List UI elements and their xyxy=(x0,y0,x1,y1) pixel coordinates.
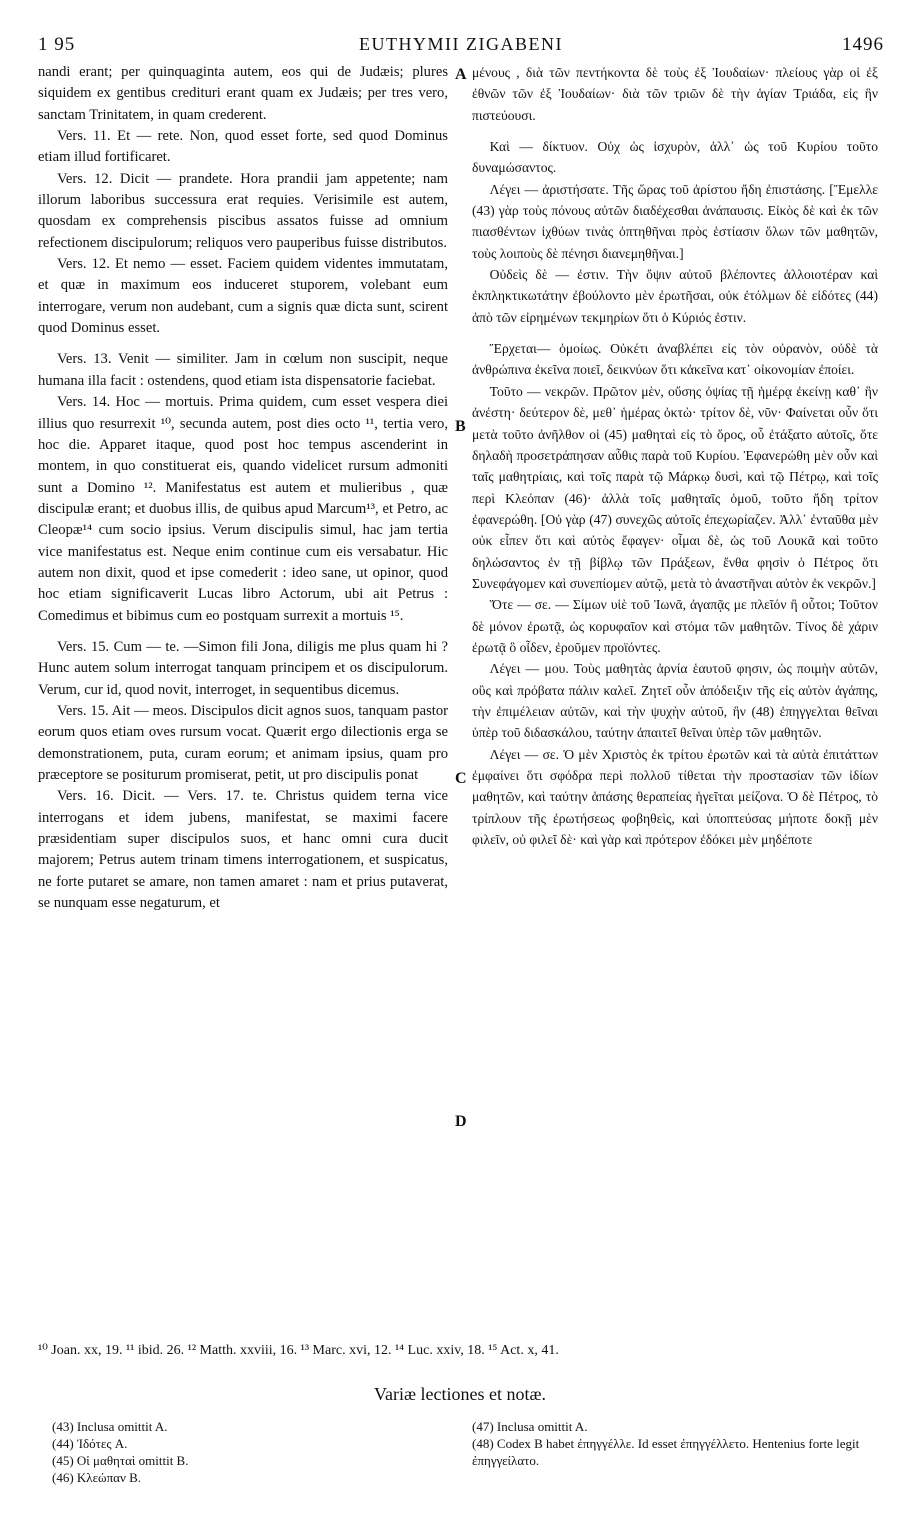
variant-note: (46) Κλεώπαν B. xyxy=(52,1470,142,1485)
greek-paragraph: Τοῦτο — νεκρῶν. Πρῶτον μὲν, οὔσης ὀψίας τῇ ἡμέρᾳ ἐκείνῃ καθ᾿ ἣν ἀνέστη· δεύτερον δὲ, μεθ᾿ ἡμέρας ὀκτὼ· τρίτον δὲ, νῦν· Φαίνεται οὖν ὅτι μετὰ τοῦτο ἀνῆλθον οἱ (45) μαθηταὶ εἰς τὸ ὄρος, οὗ ἐτάξατο αὐτοῖς, ὅτε δηλαδὴ προσετράπησαν αὖθις παρὰ τοῦ Κυρίου. Ἐφανερώθη μὲν οὖν καὶ ταῖς μαθητρίαις, καὶ τοῖς παρὰ τῷ Μάρκῳ δυσὶ, καὶ τῷ Πέτρῳ, καὶ τοῖς περὶ Κλεόπαν (46)· ἀλλὰ τοῖς μαθηταῖς ὁμοῦ, τοῦτο ἤδη τρίτον ἐφανερώθη. [Οὐ γὰρ (47) συνεχῶς αὐτοῖς ἐπεχωρίαζεν. Ἀλλ᾿ ἐνταῦθα μὲν οὐκ εἶπεν ὅτι καὶ αὐτὸς ἔφαγεν· οἶμαι δὲ, ὡς τοῦ Λουκᾶ καὶ τοῦτο δηλώσαντος ἐν τῇ βίβλῳ τῶν Πράξεων, ἔνθα φησὶν ὁ Πέτρος ὅτι Συνεφάγομεν καὶ συνεπίομεν αὐτῷ, μετὰ τὸ ἀναστῆναι αὐτὸν ἐκ νεκρῶν.] xyxy=(472,383,878,591)
greek-paragraph: Λέγει — μου. Τοὺς μαθητὰς ἀρνία ἑαυτοῦ φησιν, ὡς ποιμὴν αὐτῶν, οὓς καὶ πρόβατα πάλιν καλεῖ. Ζητεῖ οὖν ἀπόδειξιν τῆς εἰς αὐτὸν ἀγάπης, τὴν ἐπιμέλειαν αὐτῶν, καὶ τὴν ψυχὴν αὐτοῦ, ἣν (48) ἐπηγγελται θεῖναι ὑπὲρ τοῦ διδασκάλου, ταύτην ἀπαιτεῖ θεῖναι ὑπὲρ τῶν μαθητῶν. xyxy=(472,661,878,741)
variant-note: (47) Inclusa omittit A. xyxy=(472,1419,588,1434)
running-title: EUTHYMII ZIGABENI xyxy=(359,34,563,54)
page-header xyxy=(38,34,884,58)
variae-left-column xyxy=(52,1418,452,1486)
latin-paragraph: Vers. 12. Dicit — prandete. Hora prandii jam appetente; nam illorum laboribus successura erat requies. Verisimile est autem, quosdam ex comprehensis piscibus assatos fuisse ad omnium refectionem discipulorum; reliquos vero pauperibus fuisse distributos. xyxy=(38,170,448,251)
greek-paragraph: Καὶ — δίκτυον. Οὐχ ὡς ἰσχυρὸν, ἀλλ᾿ ὡς τοῦ Κυρίου τοῦτο δυναμώσαντος. xyxy=(472,139,878,176)
footnotes: ¹⁰ Joan. xx, 19. ¹¹ ibid. 26. ¹² Matth. xxviii, 16. ¹³ Marc. xvi, 12. ¹⁴ Luc. xxiv, 18. ¹⁵ Act. x, 41. xyxy=(38,1343,559,1358)
latin-paragraph: Vers. 16. Dicit. — Vers. 17. te. Christus quidem terna vice interrogans et idem jubens, manifestat, se maximi facere præsidentiam super discipulos suos, et hanc omni cura ducit majorem; Petrus autem trinam timens interrogationem, et suspicatus, ne forte putaret se amare, non tamen amaret : nam et prius putaverat, se nunquam esse negaturum, et xyxy=(38,788,448,912)
margin-marker-b: B xyxy=(455,418,466,435)
page-number: 1 95 xyxy=(38,34,76,55)
greek-paragraph: Ὅτε — σε. — Σίμων υἱὲ τοῦ Ἰωνᾶ, ἀγαπᾷς με πλεῖόν ἢ οὗτοι; Τοῦτον δὲ μόνον ἐρωτᾷ, ὡς κορυφαῖον καὶ στόμα τῶν μαθητῶν. Τίνος δὲ χάριν ἐρωτᾷ ὃ οἶδεν, ἐροῦμεν προϊόντες. xyxy=(472,597,878,655)
greek-paragraph: Λέγει — ἀριστήσατε. Τῆς ὥρας τοῦ ἀρίστου ἤδη ἐπιστάσης. [Ἔμελλε (43) γὰρ τοὺς πόνους αὐτῶν διαδέχεσθαι ἀνάπαυσις. Εἰκὸς δὲ καὶ ἐκ τῶν πιασθέντων ἰχθύων τινὰς ὀπτηθῆναι πρὸς ἑστίασιν ὅλων τῶν μαθητῶν, τοὺς λοιποὺς δὲ πένησι διανεμηθῆναι.] xyxy=(472,181,878,261)
latin-paragraph: Vers. 15. Cum — te. —Simon fili Jona, diligis me plus quam hi ? Hunc autem solum interrogat tanquam principem et os discipulorum. Verum, cur id, quod novit, interroget, in sequentibus dicemus. xyxy=(38,638,448,698)
greek-paragraph: Ἔρχεται— ὁμοίως. Οὐκέτι ἀναβλέπει εἰς τὸν οὐρανὸν, οὐδὲ τὰ ἀνθρώπινα ἐκεῖνα ποιεῖ, δεικνύων ὅτι κἀκεῖνα κατ᾿ οἰκονομίαν ἐποίει. xyxy=(472,341,878,378)
column-number: 1496 xyxy=(842,34,884,55)
greek-column xyxy=(472,62,878,850)
variant-note: (43) Inclusa omittit A. xyxy=(52,1419,168,1434)
latin-paragraph: nandi erant; per quinquaginta autem, eos qui de Judæis; plures siquidem ex gentibus credituri erant quam ex Judæis; per tres vero, sanctam Trinitatem, in quam crederent. xyxy=(38,64,448,123)
latin-paragraph: Vers. 14. Hoc — mortuis. Prima quidem, cum esset vespera diei illius quo resurrexit ¹⁰, secunda autem, post dies octo ¹¹, tertia vero, hoc die. Apparet itaque, quod post hoc tempus ascenderint in montem, in quo constituerat eis, quando videlicet rursum admoniti sunt a Domino ¹². Manifestatus est autem et mulieribus , quæ discipulæ erant; et duobus illis, de quibus apud Marcum¹³, et Petro, ac Cleopæ¹⁴ cum socio ipsius. Verum discipulis simul, hac jam tertia vice manifestatus est. Neque enim continue cum eis versabatur. Hic autem non dixit, quod et ipse comederit : ideo sane, ut opinor, quod hoc etiam significaverit Lucas libro Actorum, ubi ait Petrus : Comedimus et bibimus cum eo postquam surrexit a mortuis ¹⁵. xyxy=(38,394,448,624)
latin-paragraph: Vers. 13. Venit — similiter. Jam in cœlum non suscipit, neque humana illa facit : ostendens, quod etiam ista dispensatorie faciebat. xyxy=(38,351,448,389)
margin-marker-c: C xyxy=(455,770,467,787)
margin-marker-d: D xyxy=(455,1113,467,1130)
greek-paragraph: Οὐδεὶς δὲ — ἐστιν. Τὴν ὄψιν αὐτοῦ βλέποντες ἀλλοιοτέραν καὶ ἐκπληκτικωτάτην ἐβούλοντο μὲν ἐρωτῆσαι, οὐκ ἐτόλμων δὲ εἰδότες (44) ἀπὸ τῶν εἰρημένων τεκμηρίων ὅτι ὁ Κύριός ἐστιν. xyxy=(472,267,878,325)
variae-lectiones-title: Variæ lectiones et notæ. xyxy=(374,1384,546,1404)
latin-paragraph: Vers. 15. Ait — meos. Discipulos dicit agnos suos, tanquam pastor eorum quos etiam oves rursum vocat. Quærit ergo dilectionis erga se demonstrationem, puta, curam eorum; et animam ipsius, quam pro præceptore se positurum promiserat, petit, ut pro discipulis ponat xyxy=(38,702,448,783)
greek-paragraph: Λέγει — σε. Ὁ μὲν Χριστὸς ἐκ τρίτου ἐρωτῶν καὶ τὰ αὐτὰ ἐπιτάττων ἐμφαίνει ὅτι σφόδρα περὶ πολλοῦ τίθεται τὴν προστασίαν τῶν ἰδίων μαθητῶν, καὶ ταύτην ἁπάσης θεραπείας ἡγεῖται μείζονα. Ὁ δὲ Πέτρος, τὸ τρίπλουν τῆς ἐρωτήσεως φοβηθεὶς, καὶ ὑποπτεύσας μήποτε δοκῇ μὲν φιλεῖν, οὐ φιλεῖ δὲ· καὶ γὰρ καὶ πρότερον ἐδόκει μὲν μηδέποτε xyxy=(472,746,878,848)
variant-note: (44) Ἰδότες A. xyxy=(52,1436,128,1451)
variae-right-column xyxy=(472,1418,882,1469)
greek-paragraph: μένους , διὰ τῶν πεντήκοντα δὲ τοὺς ἐξ Ἰουδαίων· πλείους γὰρ οἱ ἐξ ἐθνῶν τῶν ἐξ Ἰουδαίων· διὰ τῶν τριῶν δὲ τὴν ἁγίαν Τριάδα, εἰς ἣν πιστεύουσι. xyxy=(472,65,878,123)
variant-note: (48) Codex B habet ἐπηγγέλλε. Id esset ἐπηγγέλλετο. Hentenius forte legit ἐπηγγείλατο. xyxy=(472,1436,860,1468)
variant-note: (45) Οἱ μαθηταὶ omittit B. xyxy=(52,1453,189,1468)
latin-column xyxy=(38,62,448,914)
latin-paragraph: Vers. 11. Et — rete. Non, quod esset forte, sed quod Dominus etiam illud fortificaret. xyxy=(38,128,448,166)
margin-marker-a: A xyxy=(455,66,467,83)
latin-paragraph: Vers. 12. Et nemo — esset. Faciem quidem videntes immutatam, et quæ in maximum eos induceret stuporem, volebant eum interrogare, verum non audebant, cum a signis quæ dicta sunt, scirent quod Dominus esset. xyxy=(38,256,448,337)
